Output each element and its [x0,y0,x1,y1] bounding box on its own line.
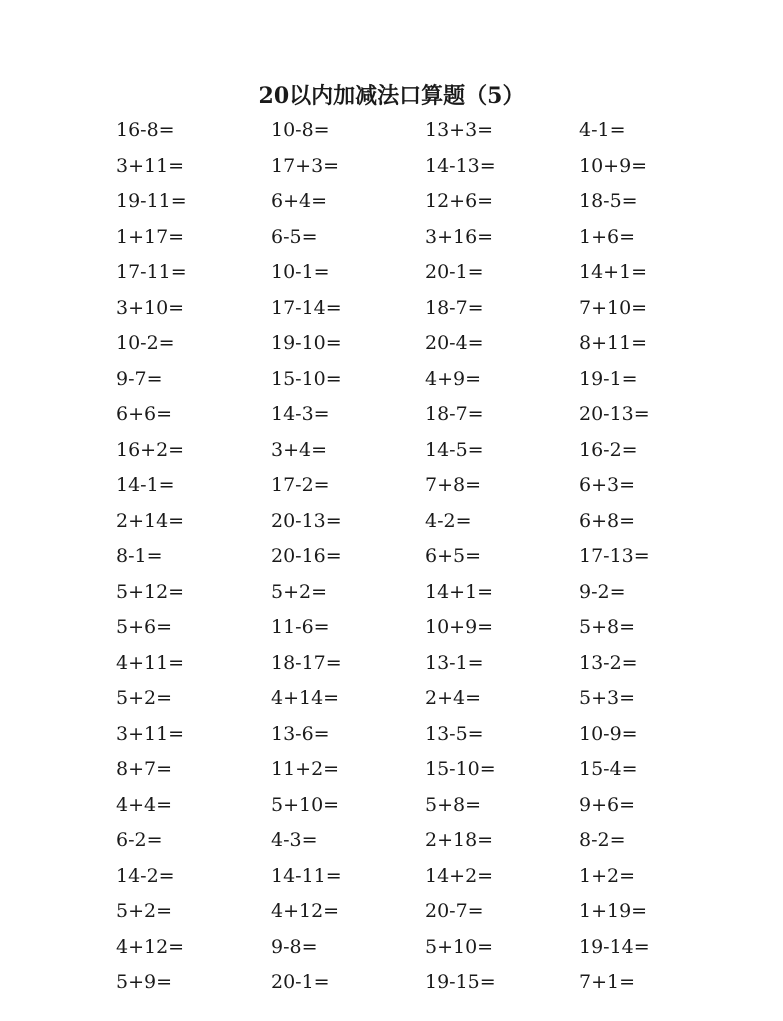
problem-row [0,930,783,966]
problem-row [0,788,783,824]
math-problem: 8+11= [579,332,648,354]
problem-row [0,113,783,149]
math-problem: 14+1= [425,580,494,603]
math-problem: 6+6= [116,403,173,425]
math-problem: 6-2= [116,829,163,851]
math-problem: 1+17= [116,225,185,248]
math-problem: 5+8= [425,793,482,816]
math-problem: 5+2= [116,687,173,709]
math-problem: 18-7= [425,403,484,425]
math-problem: 11-6= [271,616,330,638]
math-problem: 20-7= [425,900,484,922]
math-problem: 7+1= [579,971,636,993]
math-problem: 2+18= [425,829,494,851]
math-problem: 3+10= [116,296,185,319]
math-problem: 9+6= [579,793,636,816]
problem-row [0,646,783,682]
math-problem: 13-1= [425,651,484,674]
math-problem: 7+10= [579,296,648,319]
math-problem: 5+10= [425,935,494,958]
math-problem: 14+2= [425,864,494,887]
math-problem: 1+6= [579,225,636,248]
math-problem: 18-5= [579,190,638,212]
math-problem: 3+16= [425,225,494,248]
math-problem: 6+8= [579,509,636,532]
problem-row [0,575,783,611]
math-problem: 5+6= [116,616,173,638]
page-title: 20以内加减法口算题（5） [258,83,525,109]
math-problem: 18-17= [271,651,342,674]
math-problem: 14-3= [271,403,330,425]
math-problem: 15-10= [425,758,496,780]
problem-row [0,433,783,469]
math-problem: 1+2= [579,864,636,887]
math-problem: 14+1= [579,261,648,283]
math-problem: 9-7= [116,367,163,390]
math-problem: 3+11= [116,154,185,177]
math-problem: 20-1= [271,971,330,993]
math-problem: 6-5= [271,225,318,248]
problem-row [0,752,783,788]
math-problem: 17+3= [271,154,340,177]
math-problem: 7+8= [425,474,482,496]
math-problem: 19-11= [116,190,187,212]
problem-row [0,326,783,362]
math-problem: 10-8= [271,119,330,141]
math-problem: 10-2= [116,332,175,354]
math-problem: 19-10= [271,332,342,354]
problem-row [0,965,783,1001]
math-problem: 5+10= [271,793,340,816]
math-problem: 5+3= [579,687,636,709]
problem-row [0,539,783,575]
math-problem: 20-1= [425,261,484,283]
math-problem: 14-13= [425,154,496,177]
math-problem: 4+12= [116,935,185,958]
math-problem: 17-2= [271,474,330,496]
problem-grid [0,113,783,1001]
math-problem: 6+5= [425,545,482,567]
math-problem: 19-1= [579,367,638,390]
math-problem: 17-14= [271,296,342,319]
math-problem: 5+2= [271,580,328,603]
math-problem: 5+8= [579,616,636,638]
math-problem: 1+19= [579,900,648,922]
math-problem: 13-5= [425,722,484,745]
problem-row [0,291,783,327]
problem-row [0,894,783,930]
math-problem: 5+2= [116,900,173,922]
math-problem: 16-2= [579,438,638,461]
math-problem: 3+4= [271,438,328,461]
problem-row [0,468,783,504]
math-problem: 9-2= [579,580,626,603]
math-problem: 4-2= [425,509,472,532]
math-problem: 4-3= [271,829,318,851]
math-problem: 14-1= [116,474,175,496]
math-problem: 20-13= [579,403,650,425]
problem-row [0,184,783,220]
math-problem: 14-5= [425,438,484,461]
problem-row [0,255,783,291]
math-problem: 10+9= [425,616,494,638]
math-problem: 17-13= [579,545,650,567]
problem-row [0,681,783,717]
math-problem: 8-1= [116,545,163,567]
math-problem: 10+9= [579,154,648,177]
problem-row [0,859,783,895]
math-problem: 8-2= [579,829,626,851]
math-problem: 12+6= [425,190,494,212]
math-problem: 10-1= [271,261,330,283]
math-problem: 8+7= [116,758,173,780]
math-problem: 5+9= [116,971,173,993]
math-problem: 19-15= [425,971,496,993]
math-problem: 4+12= [271,900,340,922]
problem-row [0,220,783,256]
math-problem: 14-11= [271,864,342,887]
problem-row [0,397,783,433]
problem-row [0,610,783,646]
math-problem: 13-6= [271,722,330,745]
math-problem: 17-11= [116,261,187,283]
math-problem: 4+11= [116,651,185,674]
math-problem: 3+11= [116,722,185,745]
math-problem: 20-13= [271,509,342,532]
problem-row [0,149,783,185]
math-problem: 4+9= [425,367,482,390]
math-problem: 16+2= [116,438,185,461]
math-problem: 9-8= [271,935,318,958]
problem-row [0,504,783,540]
math-problem: 20-16= [271,545,342,567]
math-problem: 18-7= [425,296,484,319]
math-problem: 13+3= [425,119,494,141]
math-problem: 14-2= [116,864,175,887]
math-problem: 15-10= [271,367,342,390]
math-problem: 13-2= [579,651,638,674]
problem-row [0,823,783,859]
math-problem: 6+4= [271,190,328,212]
math-problem: 2+4= [425,687,482,709]
math-problem: 15-4= [579,758,638,780]
math-problem: 19-14= [579,935,650,958]
math-problem: 2+14= [116,509,185,532]
problem-row [0,362,783,398]
math-problem: 6+3= [579,474,636,496]
math-problem: 16-8= [116,119,175,141]
problem-row [0,717,783,753]
math-problem: 10-9= [579,722,638,745]
math-problem: 5+12= [116,580,185,603]
math-problem: 4+4= [116,793,173,816]
math-problem: 20-4= [425,332,484,354]
math-problem: 4+14= [271,687,340,709]
math-problem: 4-1= [579,119,626,141]
math-problem: 11+2= [271,758,340,780]
